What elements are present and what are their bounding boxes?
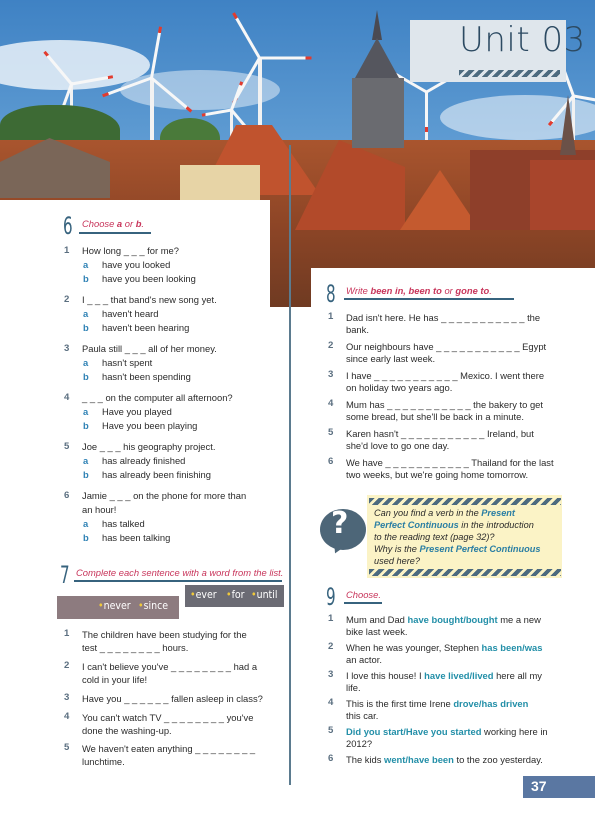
question-number: 4 (64, 392, 70, 403)
question-text: Jamie _ _ _ on the phone for more than (82, 490, 247, 501)
question-number: 6 (328, 456, 334, 467)
exercise-7-number: 7 (60, 561, 70, 589)
question-text: Our neighbours have _ _ _ _ _ _ _ _ _ _ _ Egypt (346, 341, 547, 352)
option-a-text: Have you played (102, 406, 172, 417)
question-text: some bread, but she'll be back in a minute. (346, 411, 524, 422)
question-number: 3 (64, 343, 70, 354)
question-number: 4 (64, 711, 70, 722)
option-a-text: hasn't spent (102, 357, 153, 368)
church-tower (352, 78, 404, 148)
exercise-8-instruction: Write been in, been to or gone to. (346, 285, 492, 296)
exercise-6-number: 6 (63, 212, 73, 240)
callout-text: to the reading text (page 32)? (374, 532, 495, 542)
question-text: Karen hasn't _ _ _ _ _ _ _ _ _ _ _ Ireland, but (346, 428, 534, 439)
question-number: 1 (64, 245, 70, 256)
option-letter: b (83, 371, 89, 382)
question-text: lunchtime. (82, 756, 125, 767)
option-b-text: has been talking (102, 532, 171, 543)
option-a-text: has already finished (102, 455, 186, 466)
question-text: This is the first time Irene drove/has driven (346, 698, 529, 709)
question-text: The children have been studying for the (82, 629, 247, 640)
question-number: 4 (328, 697, 334, 708)
question-text: she'd love to go one day. (346, 440, 450, 451)
page-number: 37 (531, 778, 547, 794)
option-letter: a (83, 518, 89, 529)
exercise-9-number: 9 (326, 583, 336, 611)
question-number: 1 (328, 613, 334, 624)
option-letter: b (83, 322, 89, 333)
question-number: 5 (328, 427, 334, 438)
question-number: 2 (328, 641, 334, 652)
hatch-decoration (369, 569, 561, 576)
callout-text: used here? (374, 556, 420, 566)
question-text: Did you start/Have you started working here in (346, 726, 548, 737)
answer-choice: drove/has driven (453, 698, 529, 709)
question-number: 5 (328, 725, 334, 736)
question-number: 1 (64, 628, 70, 639)
question-text: I have _ _ _ _ _ _ _ _ _ _ _ Mexico. I went there (346, 370, 545, 381)
question-number: 5 (64, 441, 70, 452)
option-letter: b (83, 532, 89, 543)
option-letter: b (83, 420, 89, 431)
answer-choice: Did you start/Have you started (346, 726, 482, 737)
word-list-item: •ever (190, 589, 217, 601)
word-list-item: •since (138, 600, 169, 612)
question-text: an actor. (346, 654, 382, 665)
question-text: done the washing-up. (82, 725, 172, 736)
option-letter: a (83, 455, 89, 466)
option-b-text: hasn't been spending (102, 371, 191, 382)
house-wall (180, 165, 260, 205)
question-text: since early last week. (346, 353, 436, 364)
question-text: two weeks, but we're going home tomorrow. (346, 469, 529, 480)
option-b-text: Have you been playing (102, 420, 198, 431)
church-wall (530, 160, 595, 230)
callout-text: Can you find a verb in the Present (374, 508, 515, 518)
answer-choice: have lived/lived (424, 670, 494, 681)
question-text: Dad isn't here. He has _ _ _ _ _ _ _ _ _ _ _ the (346, 312, 541, 323)
cloud (120, 70, 280, 110)
question-text: Mum has _ _ _ _ _ _ _ _ _ _ _ the bakery to get (346, 399, 543, 410)
answer-choice: went/have been (384, 754, 454, 765)
exercise-8-underline (344, 298, 514, 300)
question-text: You can't watch TV _ _ _ _ _ _ _ _ you've (82, 712, 254, 723)
option-a-text: has talked (102, 518, 145, 529)
option-letter: b (83, 469, 89, 480)
question-text: test _ _ _ _ _ _ _ _ hours. (82, 642, 189, 653)
option-b-text: have you been looking (102, 273, 196, 284)
question-text: Have you _ _ _ _ _ _ fallen asleep in class? (82, 693, 263, 704)
option-a-text: haven't heard (102, 308, 159, 319)
question-text: Mum and Dad have bought/bought me a new (346, 614, 541, 625)
option-b-text: haven't been hearing (102, 322, 190, 333)
question-text: _ _ _ on the computer all afternoon? (82, 392, 233, 403)
hatch-decoration (459, 70, 560, 77)
question-text: an hour! (82, 504, 117, 515)
exercise-9-underline (344, 602, 382, 604)
question-text: The kids went/have been to the zoo yesterday. (346, 754, 543, 765)
question-text: When he was younger, Stephen has been/was (346, 642, 543, 653)
column-divider (289, 145, 291, 785)
option-b-text: has already been finishing (102, 469, 211, 480)
question-text: I _ _ _ that band's new song yet. (82, 294, 217, 305)
question-text: I love this house! I have lived/lived here all my (346, 670, 542, 681)
exercise-7-instruction: Complete each sentence with a word from the list. (76, 567, 284, 578)
question-text: on holiday two years ago. (346, 382, 453, 393)
question-text: Joe _ _ _ his geography project. (82, 441, 216, 452)
question-text: Paula still _ _ _ all of her money. (82, 343, 217, 354)
question-number: 6 (328, 753, 334, 764)
question-text: 2012? (346, 738, 373, 749)
answer-choice: has been/was (481, 642, 543, 653)
option-letter: a (83, 259, 89, 270)
option-a-text: have you looked (102, 259, 171, 270)
option-letter: a (83, 308, 89, 319)
unit-title: Unit 03 (459, 20, 586, 60)
word-list-item: •never (98, 600, 131, 612)
question-number: 2 (64, 660, 70, 671)
question-text: bike last week. (346, 626, 408, 637)
option-letter: a (83, 357, 89, 368)
option-letter: a (83, 406, 89, 417)
question-number: 6 (64, 490, 70, 501)
question-text: We haven't eaten anything _ _ _ _ _ _ _ _ (82, 743, 256, 754)
question-mark-icon: ? (331, 506, 349, 541)
callout-text: Perfect Continuous in the introduction (374, 520, 534, 530)
answer-choice: have bought/bought (407, 614, 498, 625)
question-number: 3 (328, 669, 334, 680)
exercise-8-number: 8 (326, 280, 336, 308)
question-text: I can't believe you've _ _ _ _ _ _ _ _ had a (82, 661, 258, 672)
option-letter: b (83, 273, 89, 284)
question-number: 2 (64, 294, 70, 305)
question-text: this car. (346, 710, 379, 721)
question-number: 1 (328, 311, 334, 322)
question-text: bank. (346, 324, 369, 335)
question-number: 5 (64, 742, 70, 753)
question-text: How long _ _ _ for me? (82, 245, 179, 256)
question-number: 3 (328, 369, 334, 380)
question-text: cold in your life! (82, 674, 148, 685)
question-text: life. (346, 682, 361, 693)
exercise-6-underline (79, 232, 151, 234)
spire (372, 10, 382, 40)
word-list-item: •until (251, 589, 278, 601)
exercise-9-instruction: Choose. (346, 589, 381, 600)
question-number: 3 (64, 692, 70, 703)
question-number: 4 (328, 398, 334, 409)
exercise-7-underline (74, 580, 282, 582)
spire (355, 38, 399, 78)
callout-text: Why is the Present Perfect Continuous (374, 544, 541, 554)
word-list-item: •for (226, 589, 245, 601)
question-number: 2 (328, 340, 334, 351)
hatch-decoration (369, 498, 561, 505)
exercise-6-instruction: Choose a or b. (82, 218, 145, 229)
question-text: We have _ _ _ _ _ _ _ _ _ _ _ Thailand for the last (346, 457, 554, 468)
